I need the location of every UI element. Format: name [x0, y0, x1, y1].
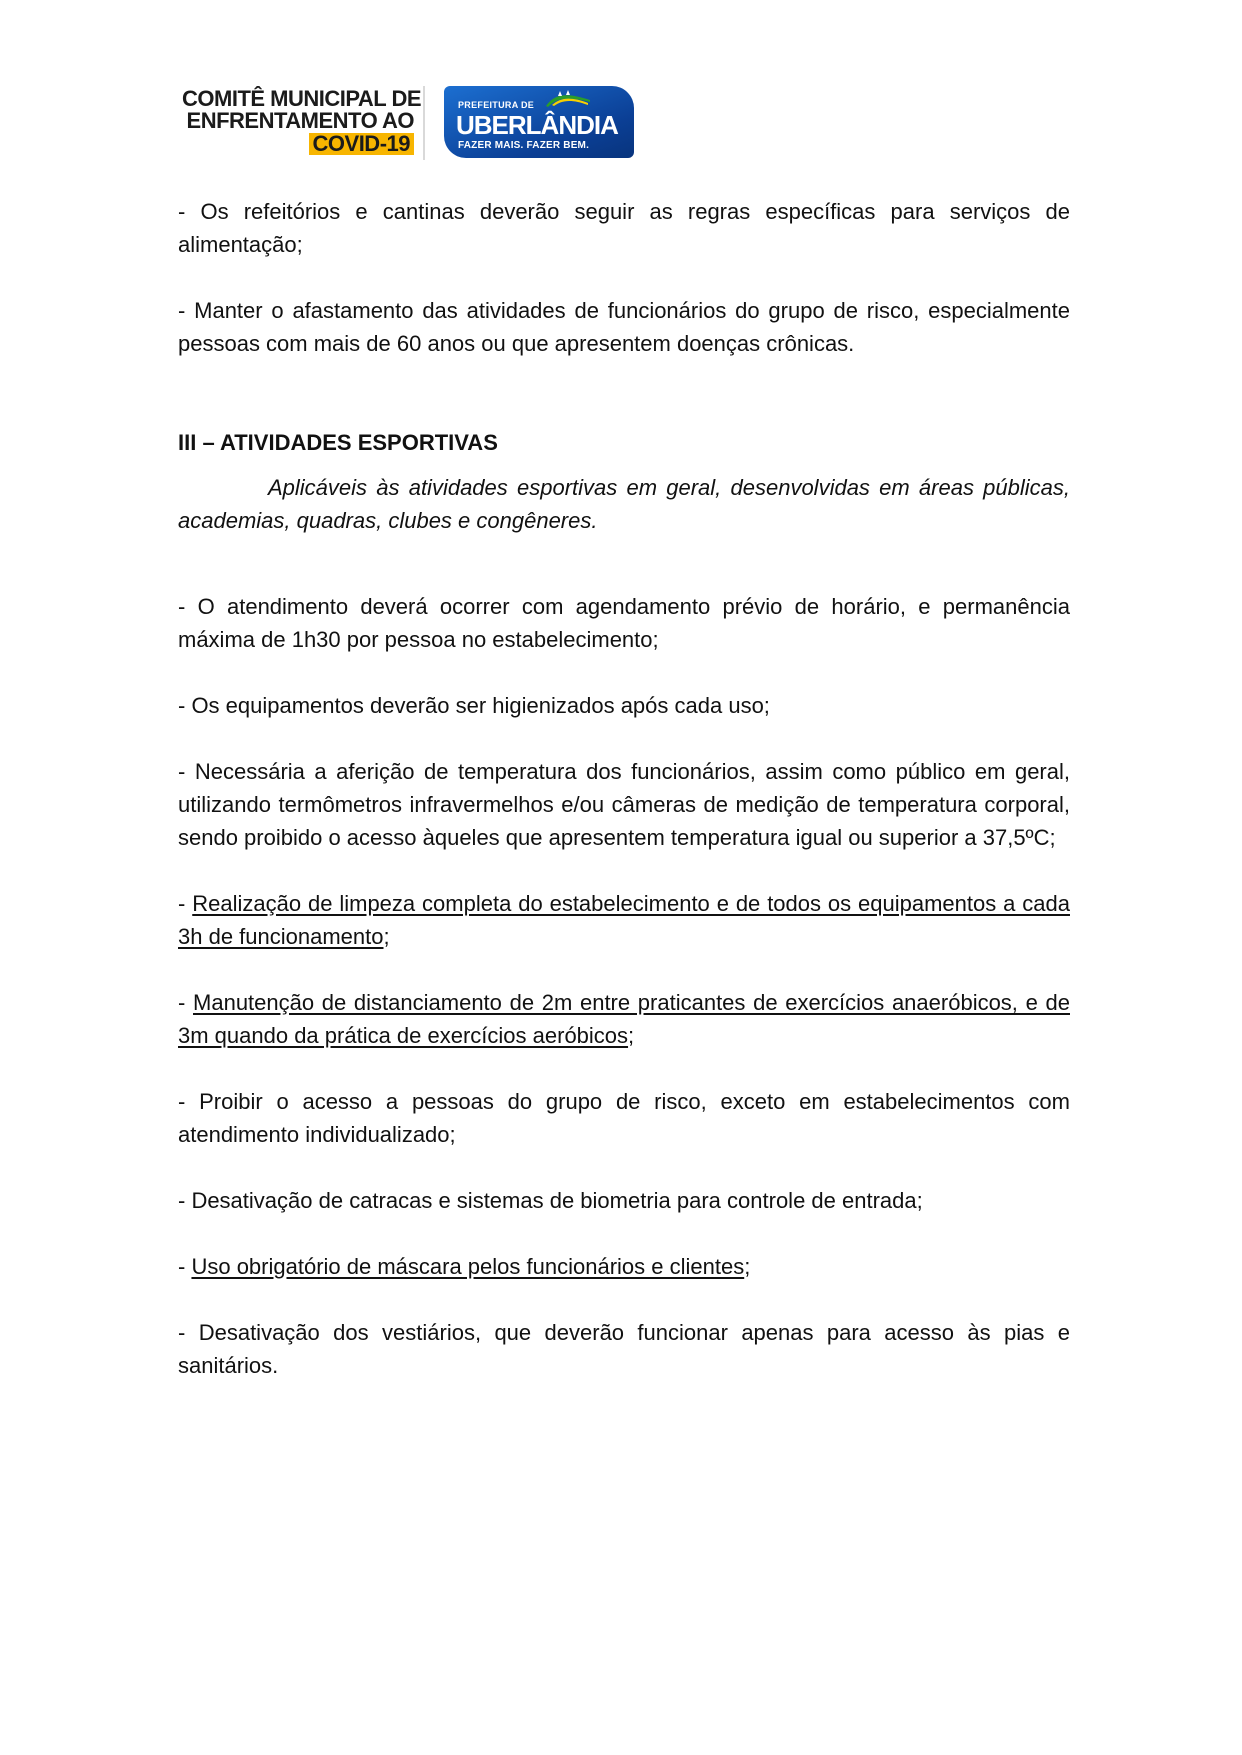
logo-divider: [423, 86, 425, 160]
committee-logo-line1: COMITÊ MUNICIPAL DE: [182, 86, 422, 111]
committee-logo-line2: ENFRENTAMENTO AO: [186, 108, 414, 133]
item-temperatura: - Necessária a aferição de temperatura dos funcionários, assim como público em geral, utilizando termômetros infravermelhos e/ou câmeras de medição de temperatura corporal, sendo proibido o acesso àqueles que apresentem temperatura igual ou superior a 37,5ºC;: [178, 759, 1070, 850]
section-intro: Aplicáveis às atividades esportivas em geral, desenvolvidas em áreas públicas, academias, quadras, clubes e congêneres.: [178, 475, 1070, 533]
item-vestiarios: - Desativação dos vestiários, que deverão funcionar apenas para acesso às pias e sanitários.: [178, 1320, 1070, 1378]
prefeitura-logo-slogan: FAZER MAIS. FAZER BEM.: [458, 140, 590, 151]
prefeitura-logo: [444, 86, 634, 158]
item-grupo-risco: - Proibir o acesso a pessoas do grupo de risco, exceto em estabelecimentos com atendimento individualizado;: [178, 1089, 1070, 1147]
document-body: [178, 195, 1070, 1415]
item-mascara-underlined: Uso obrigatório de máscara pelos funcionários e clientes: [191, 1254, 745, 1279]
item-agendamento: - O atendimento deverá ocorrer com agendamento prévio de horário, e permanência máxima de 1h30 por pessoa no estabelecimento;: [178, 594, 1070, 652]
item-higienizacao: - Os equipamentos deverão ser higienizados após cada uso;: [178, 693, 770, 718]
prefeitura-logo-city: UBERLÂNDIA: [456, 110, 618, 140]
item-mascara: [178, 1250, 1070, 1283]
paragraph-afastamento: - Manter o afastamento das atividades de funcionários do grupo de risco, especialmente pessoas com mais de 60 anos ou que apresentem doenças crônicas.: [178, 298, 1070, 356]
section-heading: III – ATIVIDADES ESPORTIVAS: [178, 430, 498, 455]
item-distanciamento-prefix: -: [178, 990, 194, 1015]
item-distanciamento: [178, 986, 1070, 1052]
item-mascara-suffix: ;: [744, 1254, 751, 1279]
item-limpeza-underlined: Realização de limpeza completa do estabelecimento e de todos os equipamentos a cada 3h de funcionamento: [178, 891, 1070, 949]
covid-badge: COVID-19: [309, 133, 414, 155]
item-limpeza: [178, 887, 1070, 953]
item-limpeza-prefix: -: [178, 891, 193, 916]
prefeitura-logo-top: PREFEITURA DE: [458, 100, 535, 110]
item-limpeza-suffix: ;: [383, 924, 390, 949]
prefeitura-emblem-icon: [544, 90, 592, 108]
item-mascara-prefix: -: [178, 1254, 192, 1279]
paragraph-refeitorios: - Os refeitórios e cantinas deverão seguir as regras específicas para serviços de alimentação;: [178, 199, 1070, 257]
item-catracas: - Desativação de catracas e sistemas de biometria para controle de entrada;: [178, 1188, 923, 1213]
item-distanciamento-underlined: Manutenção de distanciamento de 2m entre praticantes de exercícios anaeróbicos, e de 3m quando da prática de exercícios aeróbicos: [178, 990, 1070, 1048]
committee-logo: [182, 86, 422, 158]
item-distanciamento-suffix: ;: [628, 1023, 635, 1048]
